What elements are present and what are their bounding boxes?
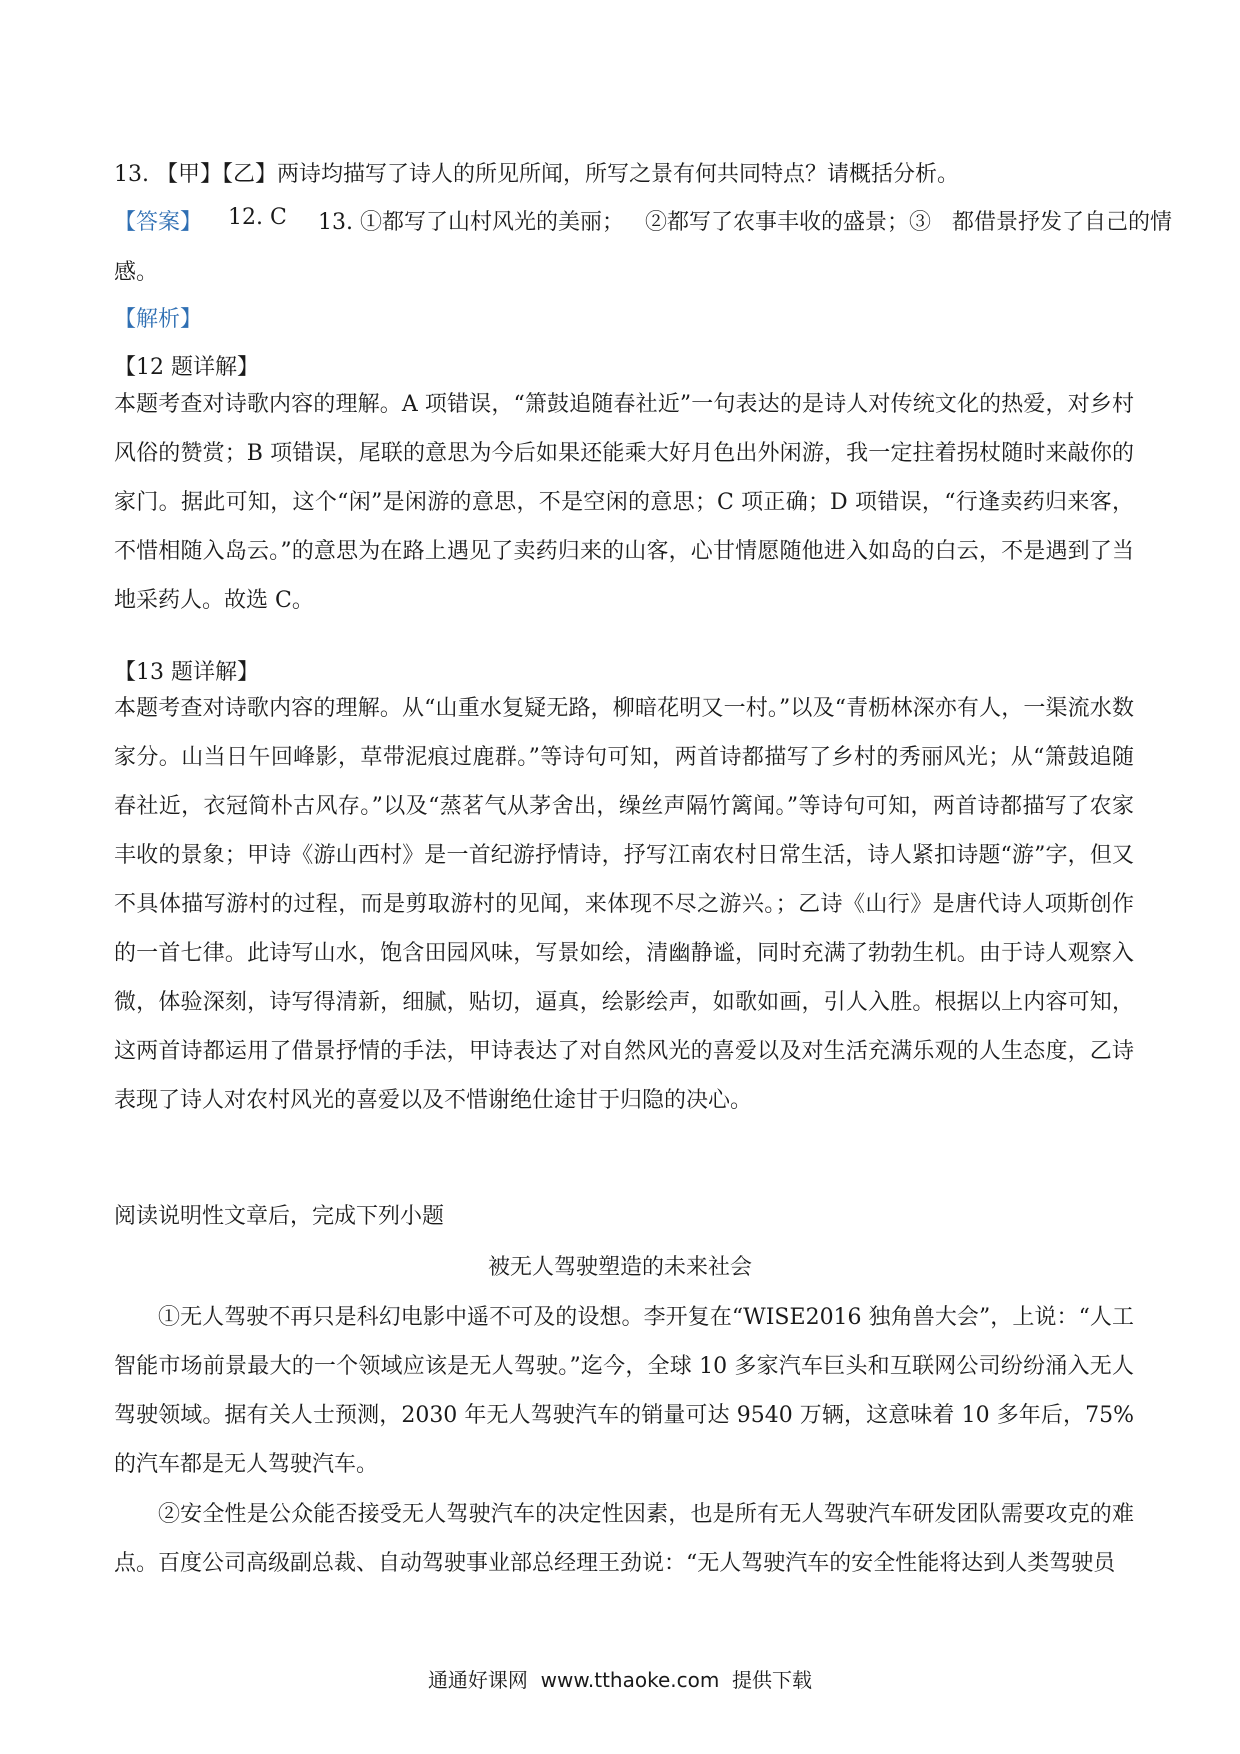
answer-tag: 【答案】	[114, 210, 203, 235]
section-heading-12: 【12 题详解】	[114, 355, 259, 380]
question-13	[114, 150, 1134, 199]
answer-13-continued: 感。	[114, 260, 159, 285]
answer-12: 12. C	[228, 205, 287, 230]
question-13-number: 13.	[114, 162, 149, 187]
article-paragraph-1: ①无人驾驶不再只是科幻电影中遥不可及的设想。李开复在“WISE2016 独角兽大会”，上说：“人工智能市场前景最大的一个领域应该是无人驾驶。”迄今，全球 10 多家汽车巨头和互联网公司纷纷涌入无人驾驶领域。据有关人士预测，2030 年无人驾驶汽车的销量可达 9540 万辆，这意味着 10 多年后，75%的汽车都是无人驾驶汽车。	[114, 1305, 1134, 1477]
page-footer: 通通好课网 www.tthaoke.com 提供下载	[427, 1668, 813, 1692]
question-13-text: 【甲】【乙】两诗均描写了诗人的所见所闻，所写之景有何共同特点？请概括分析。	[156, 162, 960, 187]
article-paragraph-2: ②安全性是公众能否接受无人驾驶汽车的决定性因素，也是所有无人驾驶汽车研发团队需要攻克的难点。百度公司高级副总裁、自动驾驶事业部总经理王劲说：“无人驾驶汽车的安全性能将达到人类驾驶员	[114, 1502, 1134, 1576]
reading-instruction: 阅读说明性文章后，完成下列小题	[114, 1204, 445, 1229]
article-title: 被无人驾驶塑造的未来社会	[487, 1255, 752, 1280]
answer-13: 13. ①都写了山村风光的美丽； ②都写了农事丰收的盛景；③ 都借景抒发了自己的情	[318, 210, 1172, 235]
section-heading-13: 【13 题详解】	[114, 660, 259, 685]
analysis-12-body: 本题考查对诗歌内容的理解。A 项错误，“箫鼓追随春社近”一句表达的是诗人对传统文化的热爱，对乡村风俗的赞赏；B 项错误，尾联的意思为今后如果还能乘大好月色出外闲游，我一定拄着拐杖随时来敲你的家门。据此可知，这个“闲”是闲游的意思，不是空闲的意思；C 项正确；D 项错误，“行逢卖药归来客，不惜相随入岛云。”的意思为在路上遇见了卖药归来的山客，心甘情愿随他进入如岛的白云，不是遇到了当地采药人。故选 C。	[114, 392, 1134, 613]
analysis-13-body: 本题考查对诗歌内容的理解。从“山重水复疑无路，柳暗花明又一村。”以及“青枥林深亦有人，一渠流水数家分。山当日午回峰影，草带泥痕过鹿群。”等诗句可知，两首诗都描写了乡村的秀丽风光；从“箫鼓追随春社近，衣冠简朴古风存。”以及“蒸茗气从茅舍出，缲丝声隔竹篱闻。”等诗句可知，两首诗都描写了农家丰收的景象；甲诗《游山西村》是一首纪游抒情诗，抒写江南农村日常生活，诗人紧扣诗题“游”字，但又不具体描写游村的过程，而是剪取游村的见闻，来体现不尽之游兴。；乙诗《山行》是唐代诗人项斯创作的一首七律。此诗写山水，饱含田园风味，写景如绘，清幽静谧，同时充满了勃勃生机。由于诗人观察入微，体验深刻，诗写得清新，细腻，贴切，逼真，绘影绘声，如歌如画，引人入胜。根据以上内容可知，这两首诗都运用了借景抒情的手法，甲诗表达了对自然风光的喜爱以及对生活充满乐观的人生态度，乙诗表现了诗人对农村风光的喜爱以及不惜谢绝仕途甘于归隐的决心。	[114, 696, 1134, 1113]
analysis-tag: 【解析】	[114, 307, 203, 332]
